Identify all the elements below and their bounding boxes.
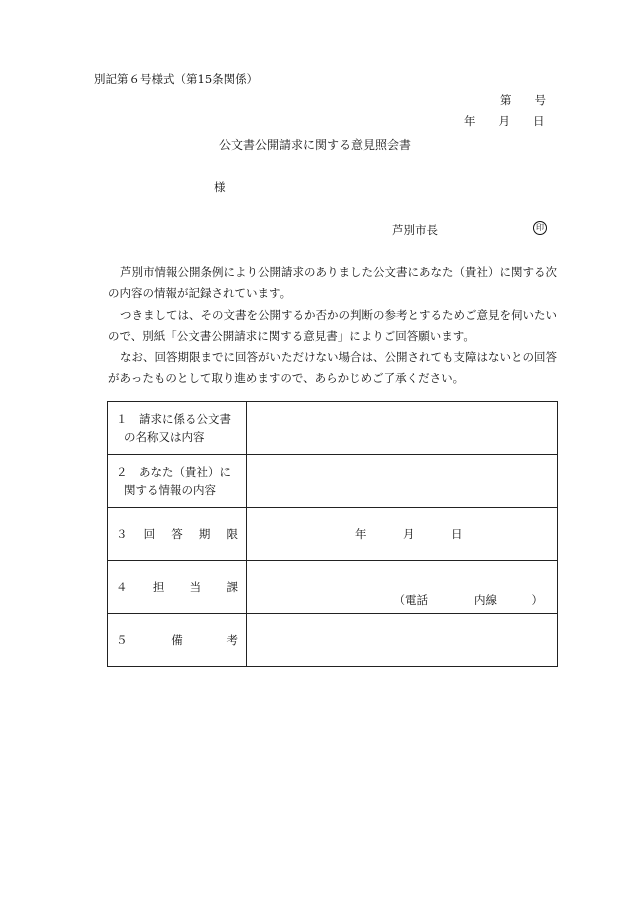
row-label-line: ２ あなた（貴社）に	[116, 465, 231, 479]
row-label-document-name	[108, 402, 247, 455]
label-char: 期	[198, 527, 211, 541]
deadline-field[interactable]	[247, 508, 558, 561]
deadline-year-label: 年	[355, 527, 367, 541]
label-char: 担	[152, 580, 165, 594]
deadline-day-label: 日	[451, 527, 463, 541]
addressee: 様	[214, 180, 226, 194]
info-table	[107, 401, 558, 667]
label-char: 課	[226, 580, 238, 594]
table-row	[108, 402, 558, 455]
table-row	[108, 508, 558, 561]
paragraph-3-line-1: なお、回答期限までに回答がいただけない場合は、公開されても支障はないとの回答	[120, 350, 557, 365]
department-field[interactable]	[247, 561, 558, 614]
document-name-field[interactable]	[247, 402, 558, 455]
sender-name: 芦別市長	[392, 223, 438, 237]
seal-mark-icon: 印	[533, 221, 547, 235]
form-label: 別記第６号様式（第15条関係）	[94, 72, 259, 86]
body-text	[108, 262, 578, 390]
paragraph-2-line-1: つきましては、その文書を公開するか否かの判断の参考とするためご意見を伺いたい	[120, 307, 557, 322]
row-label-line: 関する情報の内容	[124, 483, 216, 497]
row-label-deadline	[108, 508, 247, 561]
paragraph-2-line-2: ので、別紙「公文書公開請求に関する意見書」によりご回答願います。	[108, 328, 475, 343]
paragraph-1-line-1: 芦別市情報公開条例により公開請求のありました公文書にあなた（貴社）に関する次	[120, 265, 557, 279]
row-label-department	[108, 561, 247, 614]
remarks-field[interactable]	[247, 614, 558, 667]
document-number: 第 号	[500, 93, 546, 107]
related-info-field[interactable]	[247, 455, 558, 508]
label-char: 答	[171, 527, 183, 541]
label-char: ４	[116, 580, 128, 594]
label-char: ３	[116, 527, 128, 541]
row-label-line: の名称又は内容	[124, 430, 205, 444]
document-date: 年 月 日	[464, 114, 545, 128]
paragraph-1-line-2: の内容の情報が記録されています。	[108, 286, 292, 301]
label-char: 限	[226, 527, 238, 541]
label-char: 考	[226, 633, 238, 647]
phone-extension-label: （電話 内線 ）	[393, 593, 543, 607]
label-char: 回	[143, 527, 156, 541]
page-title: 公文書公開請求に関する意見照会書	[218, 138, 411, 152]
row-label-related-info	[108, 455, 247, 508]
row-label-line: １ 請求に係る公文書	[116, 412, 231, 426]
table-row	[108, 455, 558, 508]
table-row	[108, 561, 558, 614]
table-row	[108, 614, 558, 667]
label-char: 備	[171, 633, 183, 647]
label-char: ５	[116, 633, 128, 647]
row-label-remarks	[108, 614, 247, 667]
label-char: 当	[189, 580, 202, 594]
paragraph-3-line-2: があったものとして取り進めますので、あらかじめご了承ください。	[108, 371, 465, 386]
deadline-month-label: 月	[403, 527, 415, 541]
